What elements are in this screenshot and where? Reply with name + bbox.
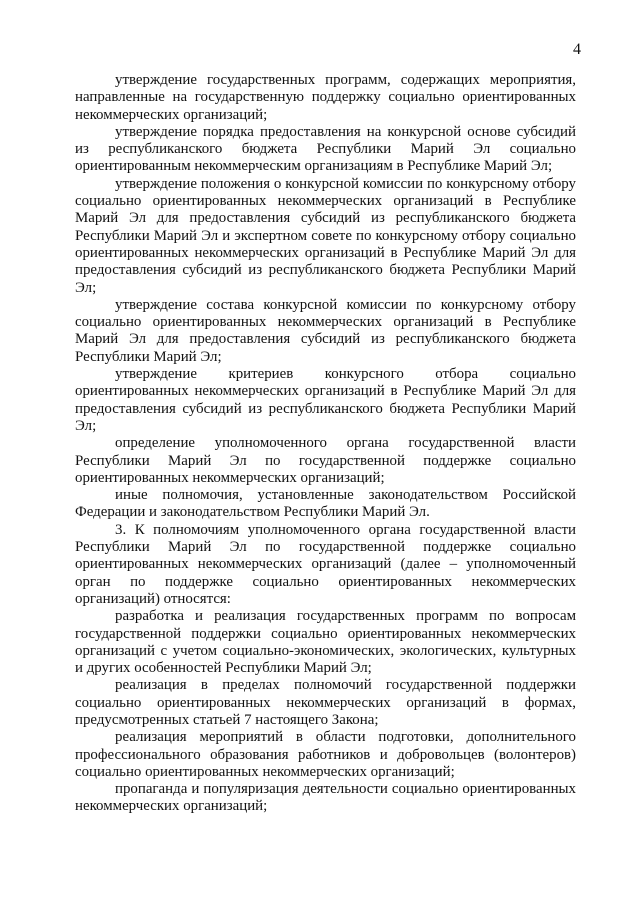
paragraph: утверждение состава конкурсной комиссии по конкурсному отбору социально ориентированных некоммерческих организаций в Республике Марий Эл для предоставления субсидий из республиканского бюджета Республики Марий Эл;: [75, 296, 576, 365]
paragraph: иные полномочия, установленные законодательством Российской Федерации и законодательством Республики Марий Эл.: [75, 487, 576, 521]
paragraph: утверждение положения о конкурсной комиссии по конкурсному отбору социально ориентированных некоммерческих организаций в Республике Марий Эл для предоставления субсидий из республиканского бюджета Республики Марий Эл и экспертном совете по конкурсному отбору социально ориентированных некоммерческих организаций в Республике Марий Эл для предоставления субсидий из республиканского бюджета Республики Марий Эл;: [75, 175, 576, 296]
paragraph: 3. К полномочиям уполномоченного органа государственной власти Республики Марий Эл по государственной поддержке социально ориентированных некоммерческих организаций (далее – уполномоченный орган по поддержке социально ориентированных некоммерческих организаций) относятся:: [75, 521, 576, 607]
paragraph: реализация мероприятий в области подготовки, дополнительного профессионального образования работников и добровольцев (волонтеров) социально ориентированных некоммерческих организаций;: [75, 729, 576, 780]
paragraph: разработка и реализация государственных программ по вопросам государственной поддержки социально ориентированных некоммерческих организаций с учетом социально-экономических, экологических, культурных и других особенностей Республики Марий Эл;: [75, 608, 576, 677]
page-number: 4: [573, 41, 581, 58]
paragraph: утверждение критериев конкурсного отбора социально ориентированных некоммерческих организаций в Республике Марий Эл для предоставления субсидий из республиканского бюджета Республики Марий Эл;: [75, 366, 576, 434]
paragraph: утверждение государственных программ, содержащих мероприятия, направленные на государственную поддержку социально ориентированных некоммерческих организаций;: [75, 72, 576, 123]
paragraph: утверждение порядка предоставления на конкурсной основе субсидий из республиканского бюджета Республики Марий Эл социально ориентированным некоммерческим организациям в Республике Марий Эл;: [75, 123, 576, 175]
paragraph: реализация в пределах полномочий государственной поддержки социально ориентированных некоммерческих организаций в формах, предусмотренных статьей 7 настоящего Закона;: [75, 677, 576, 728]
paragraph: пропаганда и популяризация деятельности социально ориентированных некоммерческих организаций;: [75, 781, 576, 815]
paragraph: определение уполномоченного органа государственной власти Республики Марий Эл по государственной поддержке социально ориентированных некоммерческих организаций;: [75, 435, 576, 486]
document-body: [75, 72, 576, 816]
